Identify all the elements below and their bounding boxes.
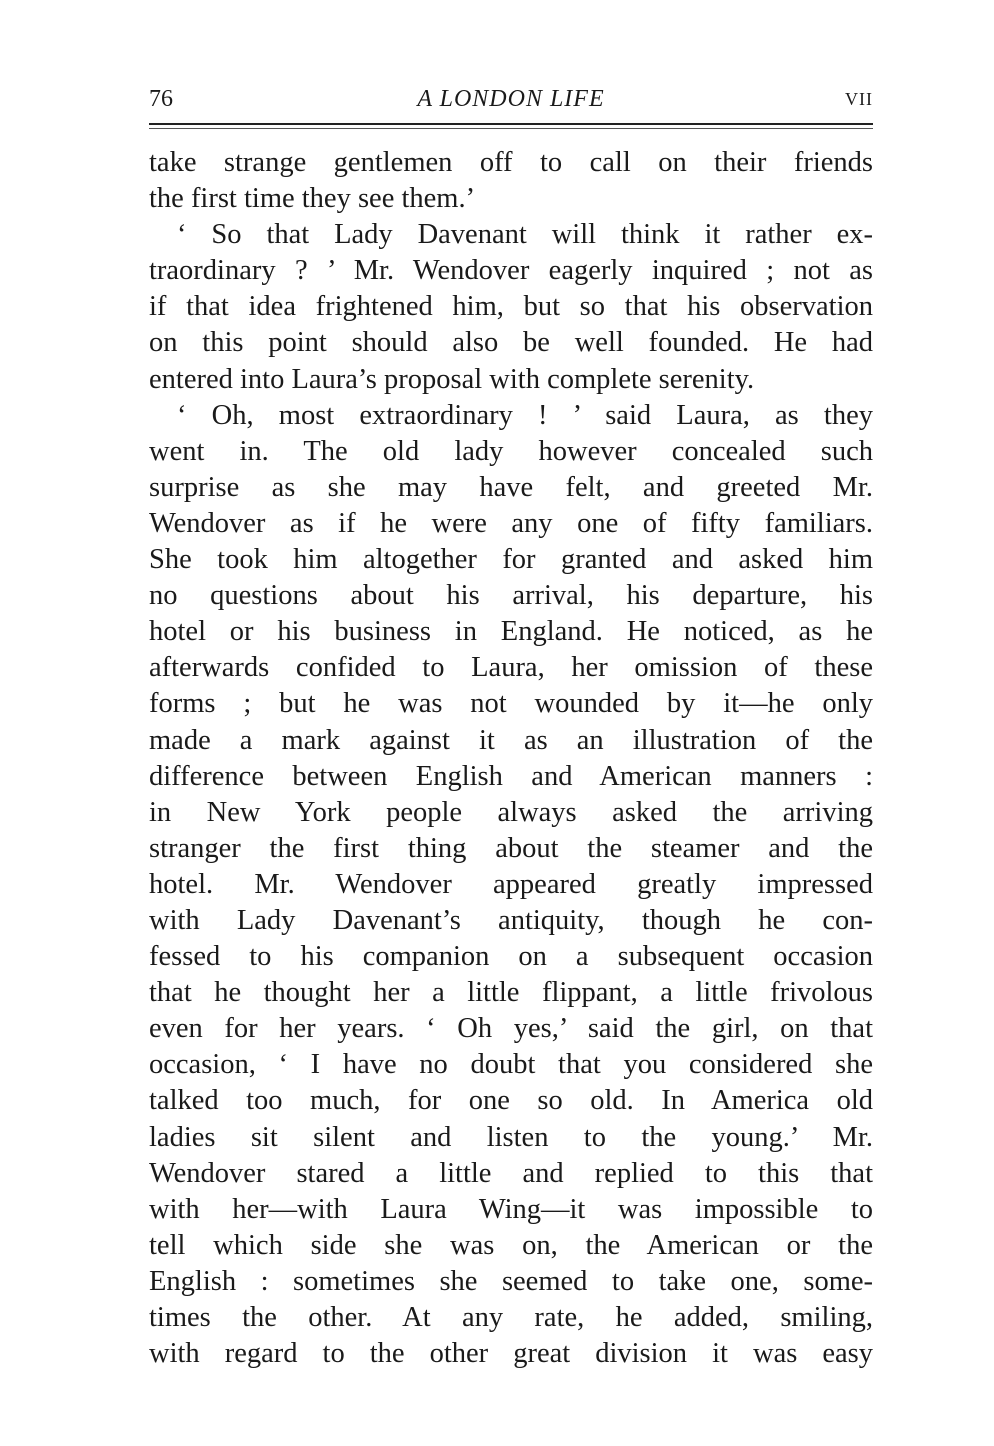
text-line: Wendover as if he were any one of fifty familiars. [149, 507, 873, 539]
text-line: made a mark against it as an illustration of the [149, 724, 873, 756]
body-text [149, 145, 873, 1372]
text-line: difference between English and American manners : [149, 760, 873, 792]
page-header [149, 82, 873, 116]
text-line: talked too much, for one so old. In America old [149, 1085, 873, 1117]
text-line: stranger the first thing about the steamer and the [149, 832, 873, 864]
text-line: with Lady Davenant’s antiquity, though he con- [149, 904, 873, 936]
header-rule [149, 123, 873, 125]
chapter-number: VII [845, 89, 873, 109]
text-line: forms ; but he was not wounded by it—he only [149, 688, 873, 720]
text-line: ‘ Oh, most extraordinary ! ’ said Laura, as they [177, 399, 873, 431]
text-line: on this point should also be well founded. He had [149, 327, 873, 359]
text-line: She took him altogether for granted and asked him [149, 544, 873, 576]
running-title: A LONDON LIFE [417, 86, 605, 112]
page-number: 76 [149, 86, 173, 112]
text-line: fessed to his companion on a subsequent occasion [149, 941, 873, 973]
header-rule-thin [149, 128, 873, 129]
text-line: ladies sit silent and listen to the young.’ Mr. [149, 1121, 873, 1153]
text-line: in New York people always asked the arriving [149, 796, 873, 828]
text-line: hotel. Mr. Wendover appeared greatly impressed [149, 868, 873, 900]
text-line: the first time they see them.’ [149, 183, 476, 215]
text-line: occasion, ‘ I have no doubt that you considered she [149, 1049, 873, 1081]
text-line: English : sometimes she seemed to take one, some- [149, 1265, 873, 1297]
text-line: traordinary ? ’ Mr. Wendover eagerly inquired ; not as [149, 255, 873, 287]
text-line: if that idea frightened him, but so that his observation [149, 291, 873, 323]
text-line: entered into Laura’s proposal with complete serenity. [149, 363, 755, 395]
text-line: ‘ So that Lady Davenant will think it rather ex- [177, 219, 873, 251]
text-line: surprise as she may have felt, and greeted Mr. [149, 471, 873, 503]
text-line: with regard to the other great division it was easy [149, 1338, 873, 1370]
text-line: no questions about his arrival, his departure, his [149, 580, 873, 612]
text-line: with her—with Laura Wing—it was impossible to [149, 1193, 873, 1225]
text-line: Wendover stared a little and replied to this that [149, 1157, 873, 1189]
text-line: went in. The old lady however concealed such [149, 435, 873, 467]
text-line: afterwards confided to Laura, her omission of these [149, 652, 873, 684]
text-line: tell which side she was on, the American or the [149, 1229, 873, 1261]
text-line: times the other. At any rate, he added, smiling, [149, 1302, 873, 1333]
text-line: even for her years. ‘ Oh yes,’ said the girl, on that [149, 1013, 873, 1045]
text-line: that he thought her a little flippant, a little frivolous [149, 977, 873, 1009]
text-line: take strange gentlemen off to call on their friends [149, 147, 873, 178]
text-line: hotel or his business in England. He noticed, as he [149, 616, 873, 648]
